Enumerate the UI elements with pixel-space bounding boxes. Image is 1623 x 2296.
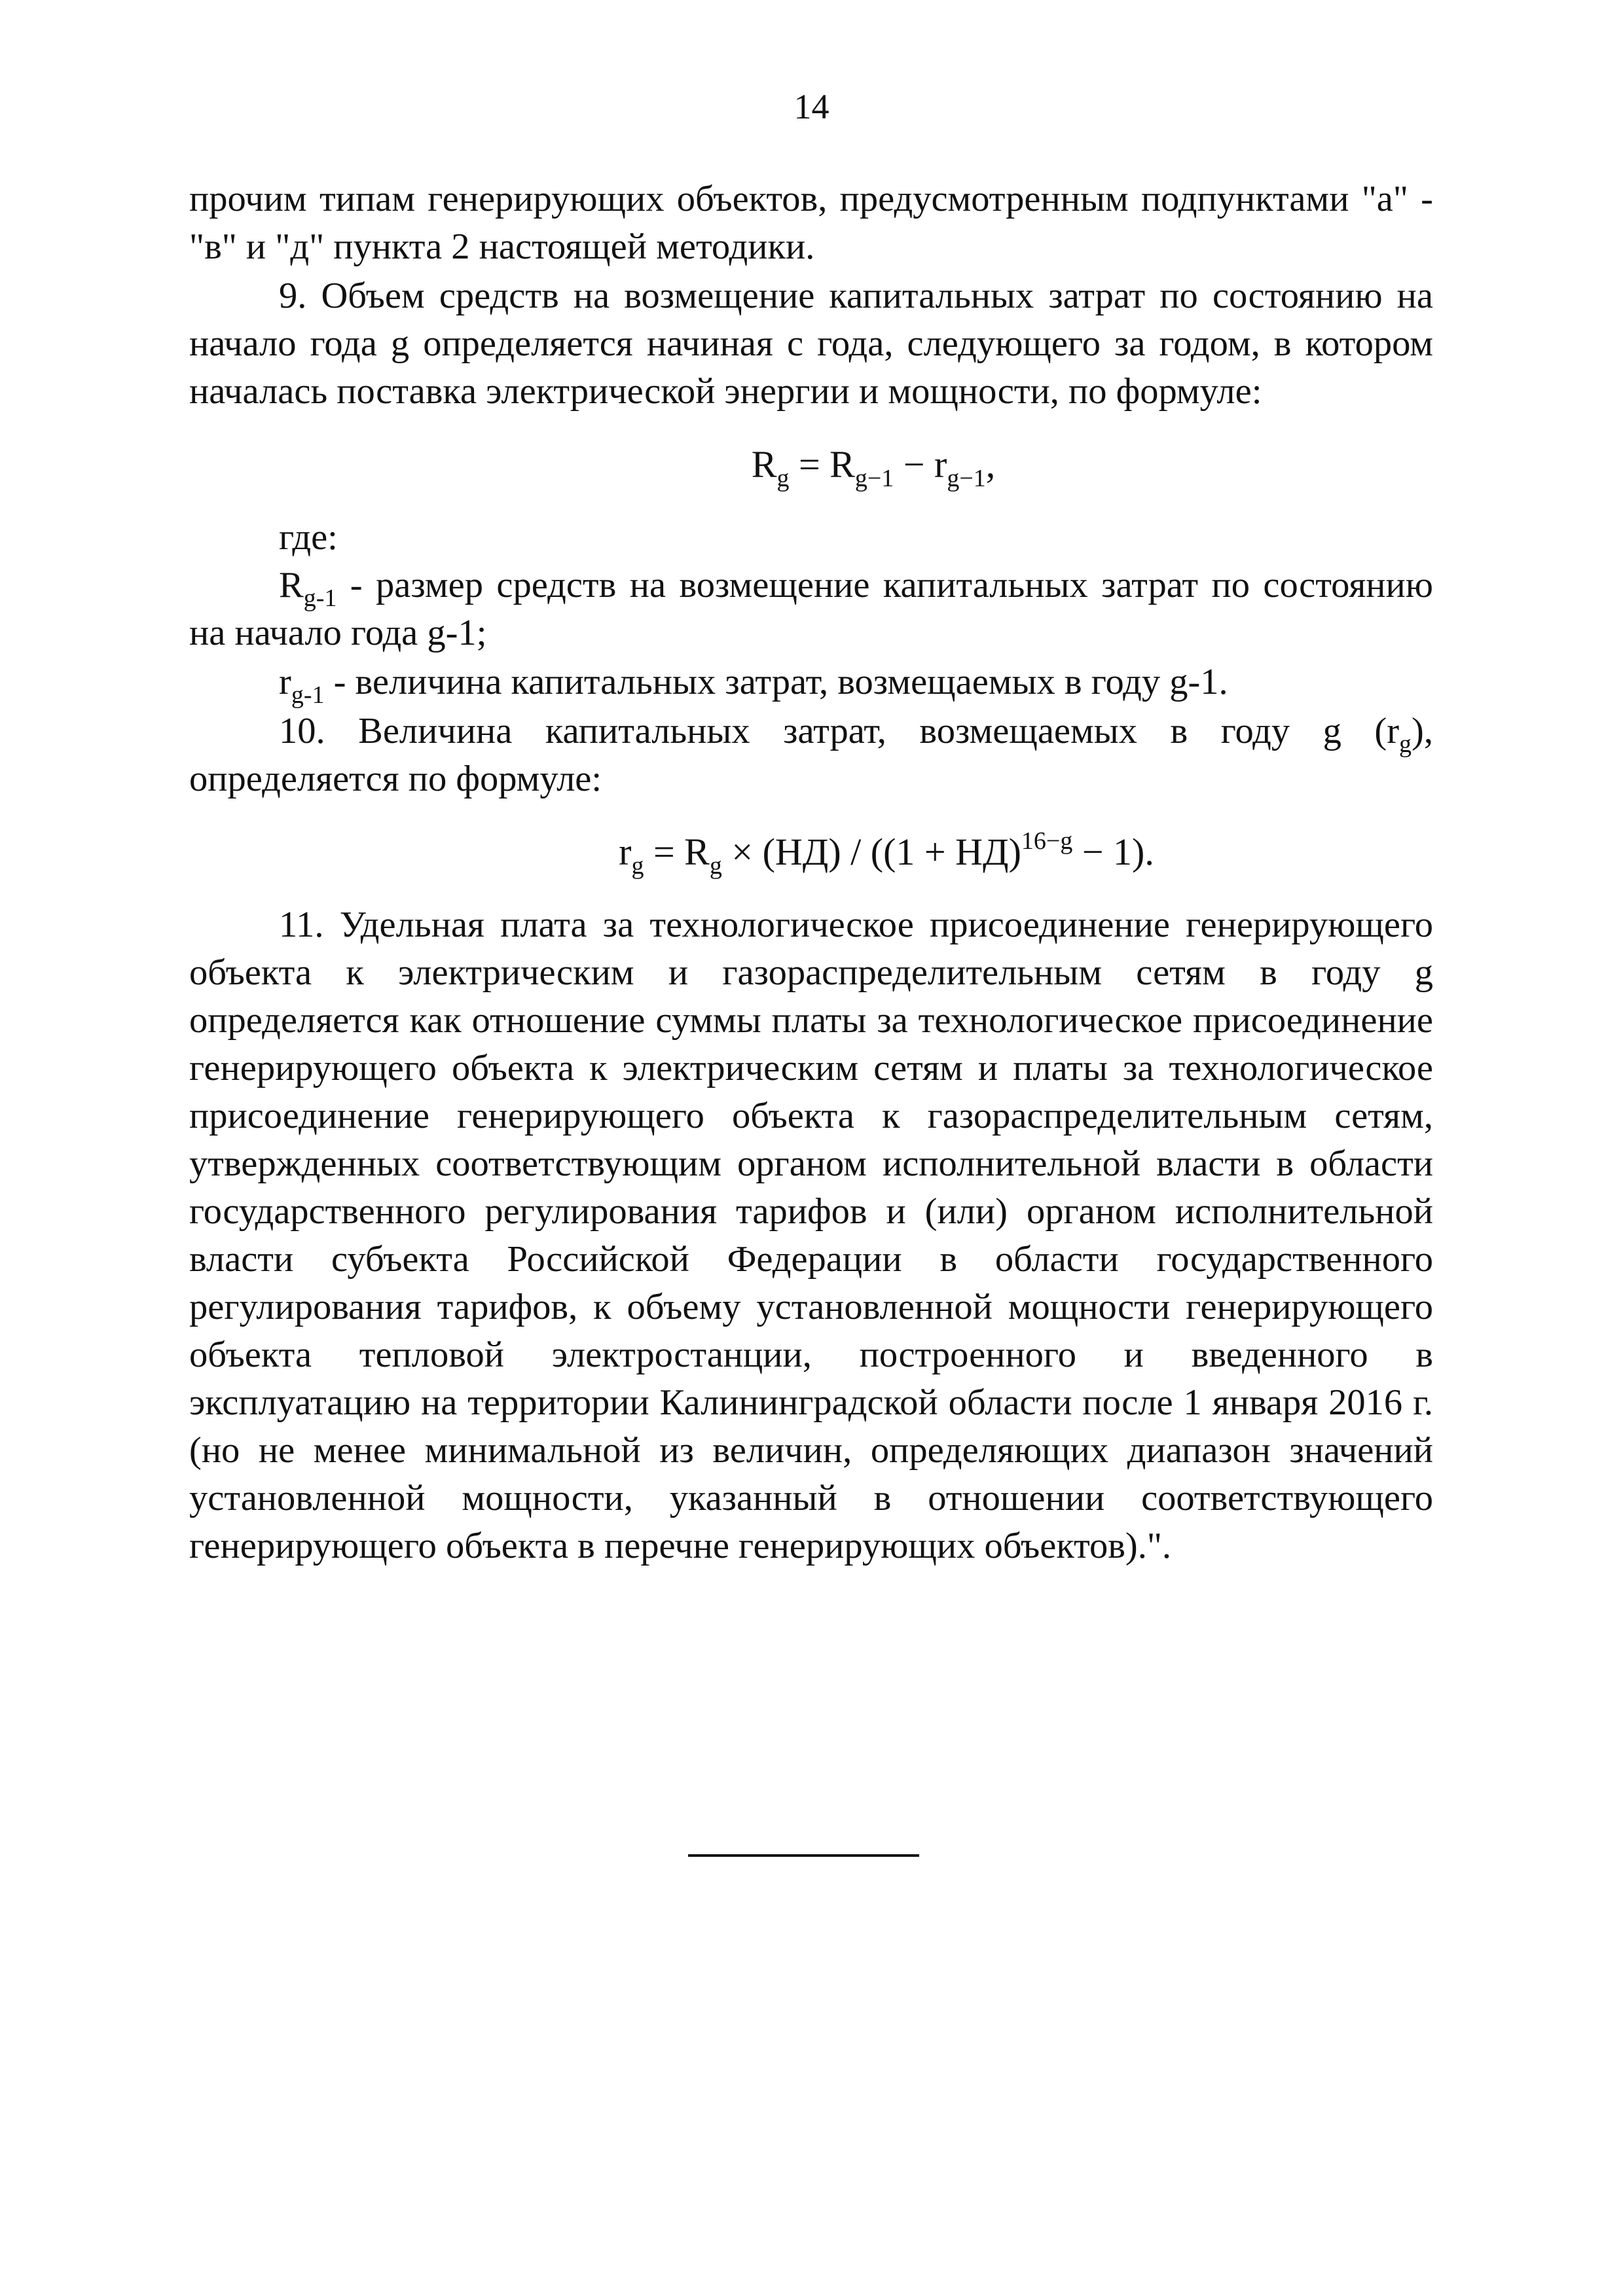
formula-capital-balance: [189, 416, 1433, 514]
where-label: где:: [279, 517, 338, 558]
def-R-sub: g-1: [303, 584, 337, 612]
formula-capital-cost: [189, 803, 1433, 901]
formula1-term2-sub: g−1: [947, 465, 986, 492]
p10-text-a: 10. Величина капитальных затрат, возмещаемых в году g (r: [279, 711, 1400, 751]
formula2-r-sub: g: [709, 852, 722, 880]
paragraph-9: 9. Объем средств на возмещение капитальных затрат по состоянию на начало года g определяется начиная с года, следующего за годом, в котором началась поставка электрической энергии и мощности, по формуле:: [189, 276, 1433, 412]
formula2-end: − 1).: [1072, 831, 1154, 873]
formula1-lhs: R: [751, 443, 777, 486]
formula2-mid: × (НД) / ((1 + НД): [721, 831, 1021, 873]
formula1-lhs-sub: g: [776, 465, 790, 492]
formula2-exponent: 16−g: [1021, 827, 1073, 855]
def-r-sub: g-1: [291, 681, 325, 709]
end-separator-line: [688, 1854, 919, 1857]
formula1-term1-sub: g−1: [854, 465, 894, 492]
def-r-text: - величина капитальных затрат, возмещаемых в году g-1.: [324, 662, 1228, 702]
formula2-lhs: r: [619, 831, 632, 873]
formula1-minus: − r: [894, 443, 947, 486]
paragraph-continuation: прочим типам генерирующих объектов, предусмотренным подпунктами "а" - "в" и "д" пункта 2 настоящей методики.: [189, 179, 1433, 267]
formula2-lhs-sub: g: [631, 852, 644, 880]
p10-sub: g: [1399, 730, 1412, 758]
page-number: 14: [793, 87, 830, 126]
document-body: [189, 175, 1433, 1570]
definition-R: [189, 562, 1433, 657]
paragraph-10: [189, 708, 1433, 803]
definition-r: [189, 658, 1433, 709]
p10-text-b: ), определяется по формуле:: [189, 711, 1433, 799]
def-r-symbol: r: [279, 662, 291, 702]
def-R-symbol: R: [279, 565, 304, 605]
formula1-end: ,: [985, 443, 996, 486]
formula2-eq: = R: [644, 831, 710, 873]
paragraph-11: 11. Удельная плата за технологическое присоединение генерирующего объекта к электрическим и газораспределительным сетям в году g определяется как отношение суммы платы за технологическое присоединение генерирующего объекта к электрическим сетям и платы за технологическое присоединение генерирующего объекта к газораспределительным сетям, утвержденных соответствующим органом исполнительной власти в области государственного регулирования тарифов и (или) органом исполнительной власти субъекта Российской Федерации в области государственного регулирования тарифов, к объему установленной мощности генерирующего объекта тепловой электростанции, построенного и введенного в эксплуатацию на территории Калининградской области после 1 января 2016 г. (но не менее минимальной из величин, определяющих диапазон значений установленной мощности, указанный в отношении соответствующего генерирующего объекта в перечне генерирующих объектов).".: [189, 905, 1433, 1566]
formula1-eq: = R: [789, 443, 855, 486]
def-R-text: - размер средств на возмещение капитальных затрат по состоянию на начало года g-1;: [189, 565, 1433, 653]
